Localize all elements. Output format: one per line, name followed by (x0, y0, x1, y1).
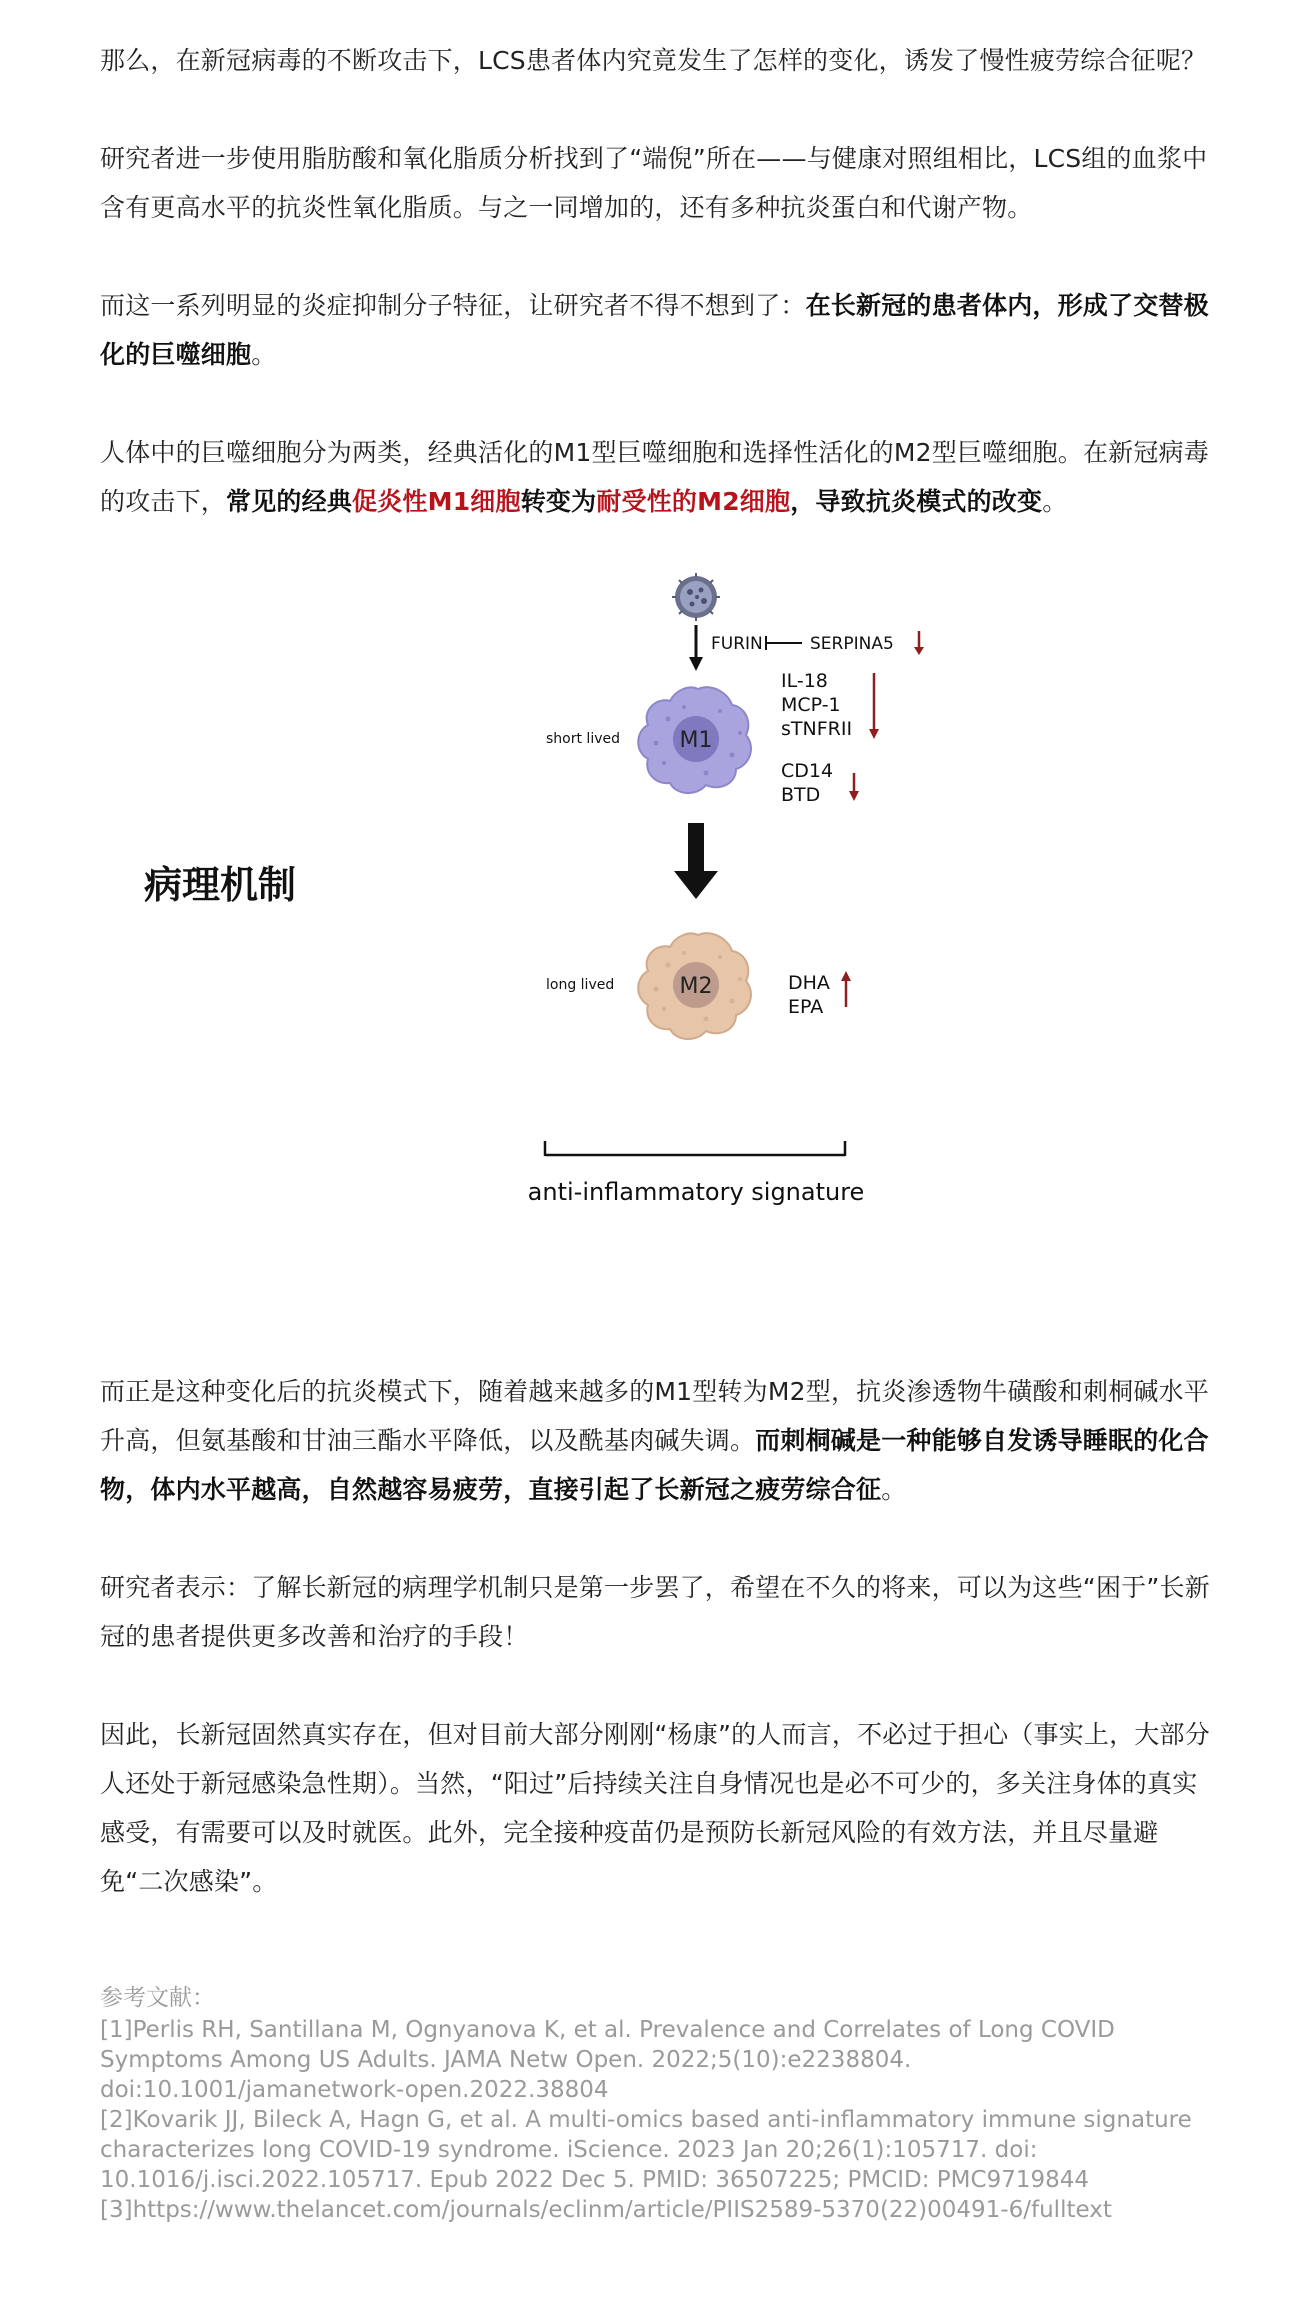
paragraph-7-text: 因此，长新冠固然真实存在，但对目前大部分刚刚“杨康”的人而言，不必过于担心（事实上，大部分人还处于新冠感染急性期）。当然，“阳过”后持续关注自身情况也是必不可少的，多关注身体的真实感受，有需要可以及时就医。此外，完全接种疫苗仍是预防长新冠风险的有效方法，并且尽量避免“二次感染”。 (100, 1720, 1210, 1896)
paragraph-3-end: 。 (251, 340, 277, 369)
paragraph-5-emphasis: 而刺桐碱是一种能够自发诱导睡眠的化合物，体内水平越高，自然越容易疲劳，直接引起了长新冠之疲劳综合征 (100, 1426, 1209, 1504)
paragraph-2 (100, 134, 1210, 232)
mechanism-figure (100, 559, 1210, 1289)
furin-label: FURIN (711, 634, 763, 654)
figure-title: 病理机制 (144, 863, 297, 907)
m1-label: M1 (679, 728, 713, 753)
m1-lifespan: short lived (546, 731, 620, 747)
references (100, 1983, 1220, 2225)
paragraph-4-text: 人体中的巨噬细胞分为两类，经典活化的M1型巨噬细胞和选择性活化的M2型巨噬细胞。在新冠病毒的攻击下， (100, 438, 1209, 516)
references-heading: 参考文献： (100, 1985, 215, 2011)
marker-btd: BTD (781, 784, 821, 806)
virus-icon (672, 573, 720, 621)
paragraph-3-emphasis: 在长新冠的患者体内，形成了交替极化的巨噬细胞 (100, 291, 1209, 369)
reference-3: [3]https://www.thelancet.com/journals/eclinm/article/PIIS2589-5370(22)00491-6/fulltext (100, 2197, 1112, 2223)
paragraph-4-emphasis-1: 常见的经典 (226, 487, 353, 516)
paragraph-6-text: 研究者表示：了解长新冠的病理学机制只是第一步罢了，希望在不久的将来，可以为这些“困于”长新冠的患者提供更多改善和治疗的手段！ (100, 1573, 1210, 1651)
paragraph-6 (100, 1563, 1210, 1661)
paragraph-1-text: 那么，在新冠病毒的不断攻击下，LCS患者体内究竟发生了怎样的变化，诱发了慢性疲劳综合征呢？ (100, 46, 1207, 75)
paragraph-5-text: 而正是这种变化后的抗炎模式下，随着越来越多的M1型转为M2型，抗炎渗透物牛磺酸和刺桐碱水平升高，但氨基酸和甘油三酯水平降低，以及酰基肉碱失调。 (100, 1377, 1209, 1455)
paragraph-7 (100, 1710, 1210, 1906)
m1-markers-a-down-arrow (869, 673, 879, 739)
signature-label: anti-inflammatory signature (527, 1178, 865, 1206)
paragraph-4-emphasis-2: 转变为 (520, 487, 597, 516)
virus-to-m1-arrowhead (689, 657, 703, 671)
marker-stnfrii: sTNFRII (781, 718, 853, 740)
marker-cd14: CD14 (781, 760, 834, 782)
marker-il18: IL-18 (781, 670, 828, 692)
paragraph-3-text: 而这一系列明显的炎症抑制分子特征，让研究者不得不想到了： (100, 291, 806, 320)
reference-2: [2]Kovarik JJ, Bileck A, Hagn G, et al. A multi-omics based anti-inflammatory immune signature characterizes long COVID-19 syndrome. iScience. 2023 Jan 20;26(1):105717. doi: 10.1016/j.isci.2022.105717. Epub 2022 Dec 5. PMID: 36507225; PMCID: PMC9719844 (100, 2107, 1192, 2193)
m1-markers-b-down-arrow (849, 773, 859, 801)
m2-label: M2 (679, 974, 713, 999)
m1-macrophage (638, 687, 751, 793)
paragraph-3 (100, 281, 1210, 379)
m1-to-m2-arrow (674, 823, 718, 899)
paragraph-1 (100, 36, 1210, 85)
paragraph-4-highlight-m2: 耐受性的M2细胞 (596, 487, 791, 516)
signature-bracket (545, 1141, 845, 1156)
paragraph-4-emphasis-3: ，导致抗炎模式的改变 (790, 487, 1043, 516)
serpina5-down-arrow (914, 631, 924, 655)
mechanism-diagram (100, 559, 1210, 1289)
paragraph-2-text: 研究者进一步使用脂肪酸和氧化脂质分析找到了“端倪”所在——与健康对照组相比，LCS组的血浆中含有更高水平的抗炎性氧化脂质。与之一同增加的，还有多种抗炎蛋白和代谢产物。 (100, 144, 1208, 222)
paragraph-4-end: 。 (1042, 487, 1068, 516)
marker-dha: DHA (788, 972, 830, 994)
m2-markers-up-arrow (841, 971, 851, 1007)
reference-1: [1]Perlis RH, Santillana M, Ognyanova K, et al. Prevalence and Correlates of Long COVID Symptoms Among US Adults. JAMA Netw Open. 2022;5(10):e2238804. doi:10.1001/jamanetwork-open.2022.38804 (100, 2017, 1115, 2103)
article-body (100, 36, 1210, 1955)
paragraph-4-highlight-m1: 促炎性M1细胞 (352, 487, 521, 516)
marker-mcp1: MCP-1 (781, 694, 841, 716)
paragraph-4 (100, 428, 1210, 526)
paragraph-5 (100, 1367, 1210, 1514)
m2-lifespan: long lived (546, 977, 615, 993)
serpina5-label: SERPINA5 (810, 634, 894, 654)
paragraph-5-end: 。 (881, 1475, 907, 1504)
marker-epa: EPA (788, 996, 824, 1018)
m2-macrophage (638, 933, 751, 1039)
